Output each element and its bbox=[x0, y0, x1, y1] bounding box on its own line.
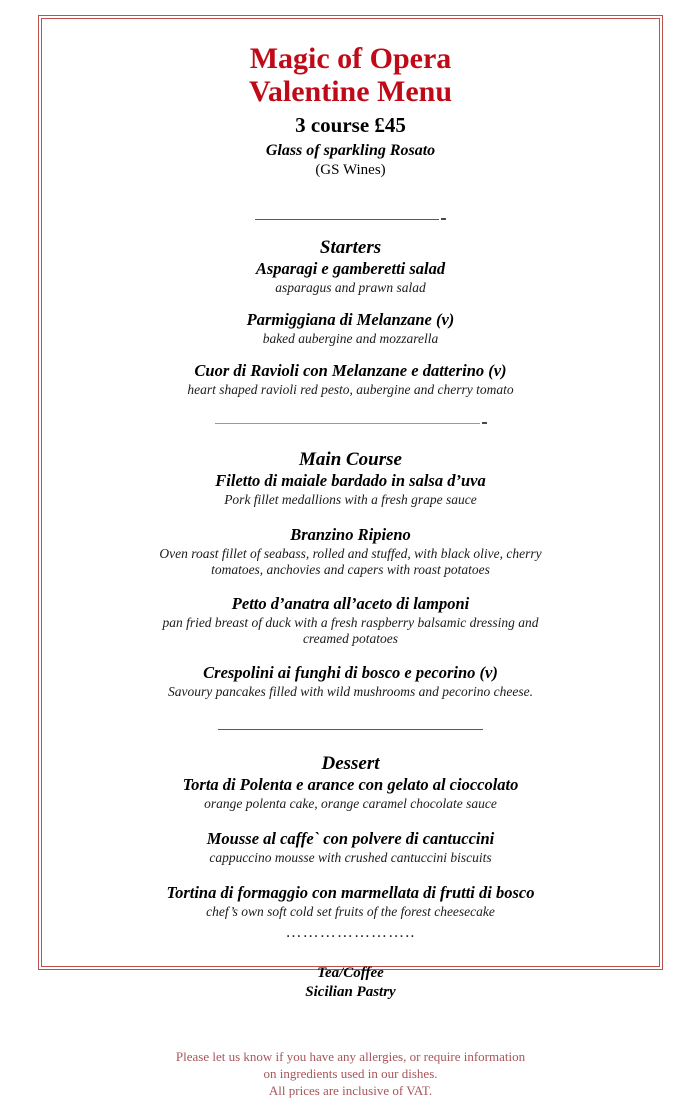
menu-item bbox=[41, 775, 660, 812]
divider-line bbox=[218, 729, 483, 730]
menu-item bbox=[41, 310, 660, 347]
menu-item bbox=[41, 829, 660, 866]
menu-item bbox=[41, 259, 660, 296]
menu-item-description: orange polenta cake, orange caramel chocolate sauce bbox=[204, 796, 497, 811]
menu-header bbox=[41, 18, 660, 180]
menu-item-name: Parmiggiana di Melanzane (v) bbox=[246, 310, 455, 329]
allergy-notice-line-1: Please let us know if you have any allergies, or require information bbox=[175, 1049, 526, 1064]
menu-item-name: Tortina di formaggio con marmellata di frutti di bosco bbox=[166, 883, 535, 902]
section-main-course bbox=[41, 448, 660, 700]
section-dessert bbox=[41, 752, 660, 920]
dotted-divider: ………………….. bbox=[285, 924, 416, 941]
menu-item bbox=[41, 663, 660, 700]
closing-block bbox=[41, 964, 660, 1002]
menu-item-name: Crespolini ai funghi di bosco e pecorino (v) bbox=[203, 663, 498, 682]
menu-item-name: Torta di Polenta e arance con gelato al cioccolato bbox=[182, 775, 519, 794]
menu-item-description: cappuccino mousse with crushed cantuccini biscuits bbox=[209, 850, 492, 865]
menu-item bbox=[41, 361, 660, 398]
menu-item-description: Oven roast fillet of seabass, rolled and stuffed, with black olive, cherry tomatoes, anchovies and capers with roast potatoes bbox=[159, 546, 542, 577]
menu-item-name: Petto d’anatra all’aceto di lamponi bbox=[231, 594, 470, 613]
menu-item bbox=[41, 594, 660, 647]
menu-price: 3 course £45 bbox=[295, 113, 406, 137]
divider-line bbox=[215, 423, 480, 424]
menu-item-name: Asparagi e gamberetti salad bbox=[255, 259, 446, 278]
section-heading-main-course: Main Course bbox=[299, 449, 402, 470]
section-heading-starters: Starters bbox=[319, 237, 382, 258]
section-starters bbox=[41, 236, 660, 398]
allergy-notice-line-2: on ingredients used in our dishes. bbox=[263, 1066, 438, 1081]
menu-title-line-1: Magic of Opera bbox=[249, 42, 452, 75]
menu-welcome-drink: Glass of sparkling Rosato bbox=[265, 142, 436, 159]
vat-notice: All prices are inclusive of VAT. bbox=[268, 1083, 433, 1098]
section-divider-starters bbox=[41, 210, 660, 228]
menu-welcome-drink-supplier: (GS Wines) bbox=[315, 162, 386, 178]
menu-item-description: baked aubergine and mozzarella bbox=[262, 331, 439, 346]
closing-line-tea-coffee: Tea/Coffee bbox=[317, 965, 384, 981]
menu-item bbox=[41, 883, 660, 920]
menu-item-name: Filetto di maiale bardado in salsa d’uva bbox=[215, 471, 486, 490]
divider-tick bbox=[482, 422, 487, 424]
menu-item-name: Branzino Ripieno bbox=[290, 525, 411, 544]
divider-line bbox=[255, 219, 439, 220]
closing-line-sicilian-pastry: Sicilian Pastry bbox=[305, 984, 396, 1000]
menu-item-description: Pork fillet medallions with a fresh grape sauce bbox=[224, 492, 477, 507]
section-divider-main-course bbox=[41, 414, 660, 432]
menu-page bbox=[41, 18, 660, 1098]
section-divider-dessert bbox=[41, 720, 660, 738]
menu-item-description: asparagus and prawn salad bbox=[275, 280, 426, 295]
divider-tick bbox=[441, 218, 446, 220]
section-heading-dessert: Dessert bbox=[321, 753, 380, 774]
menu-item-description: chef’s own soft cold set fruits of the forest cheesecake bbox=[206, 904, 495, 919]
menu-item-description: pan fried breast of duck with a fresh raspberry balsamic dressing and creamed potatoes bbox=[162, 615, 539, 646]
menu-item-name: Cuor di Ravioli con Melanzane e datterino (v) bbox=[194, 361, 507, 380]
menu-item-description: Savoury pancakes filled with wild mushrooms and pecorino cheese. bbox=[167, 684, 534, 699]
menu-item-description: heart shaped ravioli red pesto, aubergine and cherry tomato bbox=[187, 382, 514, 397]
menu-item-name: Mousse al caffe` con polvere di cantuccini bbox=[206, 829, 495, 848]
menu-title-line-2: Valentine Menu bbox=[248, 75, 453, 108]
menu-item bbox=[41, 471, 660, 508]
allergy-notice bbox=[41, 1048, 660, 1099]
menu-item bbox=[41, 525, 660, 578]
